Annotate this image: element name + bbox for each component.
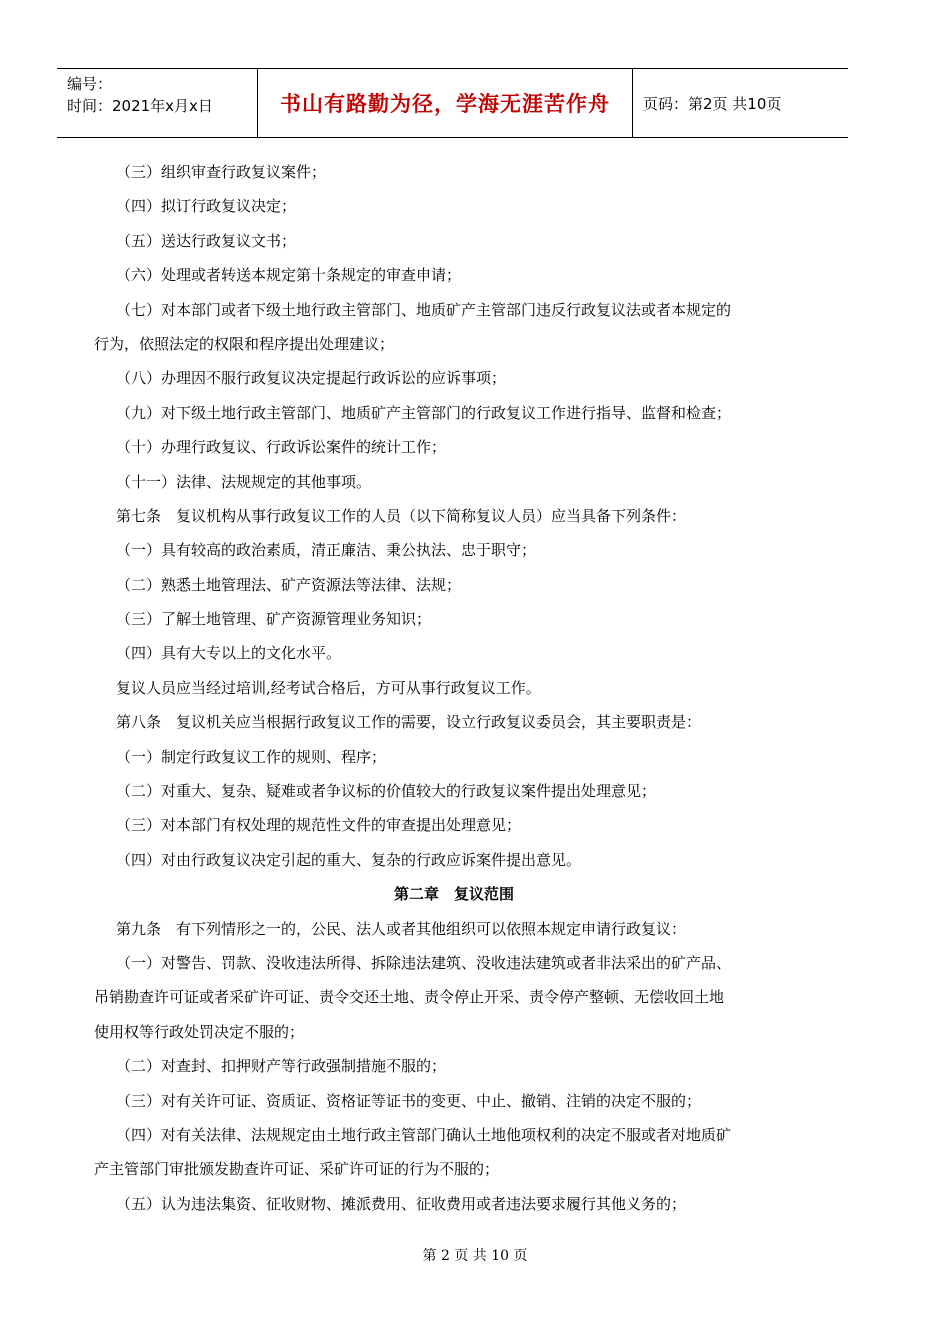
paragraph-line: （三）对有关许可证、资质证、资格证等证书的变更、中止、撤销、注销的决定不服的； [116,1091,702,1110]
paragraph-line: （十一）法律、法规规定的其他事项。 [116,472,372,491]
paragraph-line: （三）了解土地管理、矿产资源管理业务知识； [116,610,432,629]
paragraph-line: （六）处理或者转送本规定第十条规定的审查申请； [116,266,462,285]
chapter-title: 第二章 复议范围 [393,885,514,904]
paragraph-line: 使用权等行政处罚决定不服的； [94,1022,305,1041]
time-label: 时间：2021年x月x日 [67,97,213,115]
paragraph-line: （五）送达行政复议文书； [116,231,297,250]
number-label: 编号： [67,75,113,93]
paragraph-line: （三）组织审查行政复议案件； [116,163,327,181]
paragraph-line: （二）对查封、扣押财产等行政强制措施不服的； [116,1057,447,1076]
paragraph-line: （二）熟悉土地管理法、矿产资源法等法律、法规； [116,575,462,594]
paragraph-line: （四）拟订行政复议决定； [116,197,297,216]
page-header [57,68,848,138]
paragraph-line: 复议人员应当经过培训,经考试合格后，方可从事行政复议工作。 [116,678,541,697]
header-meta [57,69,257,137]
paragraph-line: （一）具有较高的政治素质，清正廉洁、秉公执法、忠于职守； [116,541,537,560]
document-body [94,155,814,1221]
paragraph-line: （七）对本部门或者下级土地行政主管部门、地质矿产主管部门违反行政复议法或者本规定的 [116,300,732,319]
paragraph-line: 行为，依照法定的权限和程序提出处理建议； [94,334,395,353]
paragraph-line: 吊销勘查许可证或者采矿许可证、责令交还土地、责令停止开采、责令停产整顿、无偿收回土地 [94,988,725,1007]
paragraph-line: （四）对有关法律、法规规定由土地行政主管部门确认土地他项权利的决定不服或者对地质矿 [116,1125,732,1144]
paragraph-line: （四）具有大专以上的文化水平。 [116,644,342,663]
paragraph-line: （四）对由行政复议决定引起的重大、复杂的行政应诉案件提出意见。 [116,850,582,869]
paragraph-line: （三）对本部门有权处理的规范性文件的审查提出处理意见； [116,816,522,835]
header-motto: 书山有路勤为径，学海无涯苦作舟 [257,69,633,137]
page-footer: 第 2 页 共 10 页 [422,1248,528,1264]
article-heading-line: 第九条 有下列情形之一的，公民、法人或者其他组织可以依照本规定申请行政复议： [116,919,687,938]
paragraph-line: 产主管部门审批颁发勘查许可证、采矿许可证的行为不服的； [94,1160,500,1179]
header-page-label: 页码：第2页 共10页 [643,94,782,113]
paragraph-line: （二）对重大、复杂、疑难或者争议标的价值较大的行政复议案件提出处理意见； [116,782,657,801]
paragraph-line: （五）认为违法集资、征收财物、摊派费用、征收费用或者违法要求履行其他义务的； [116,1194,687,1213]
paragraph-line: （一）制定行政复议工作的规则、程序； [116,747,387,766]
paragraph-line: （九）对下级土地行政主管部门、地质矿产主管部门的行政复议工作进行指导、监督和检查； [116,403,732,422]
paragraph-line: （一）对警告、罚款、没收违法所得、拆除违法建筑、没收违法建筑或者非法采出的矿产品、 [116,953,732,972]
paragraph-line: （八）办理因不服行政复议决定提起行政诉讼的应诉事项； [116,369,507,388]
paragraph-line: （十）办理行政复议、行政诉讼案件的统计工作； [116,438,447,457]
article-heading-line: 第八条 复议机关应当根据行政复议工作的需要，设立行政复议委员会，其主要职责是： [116,713,702,732]
article-heading-line: 第七条 复议机构从事行政复议工作的人员（以下简称复议人员）应当具备下列条件： [116,506,687,525]
